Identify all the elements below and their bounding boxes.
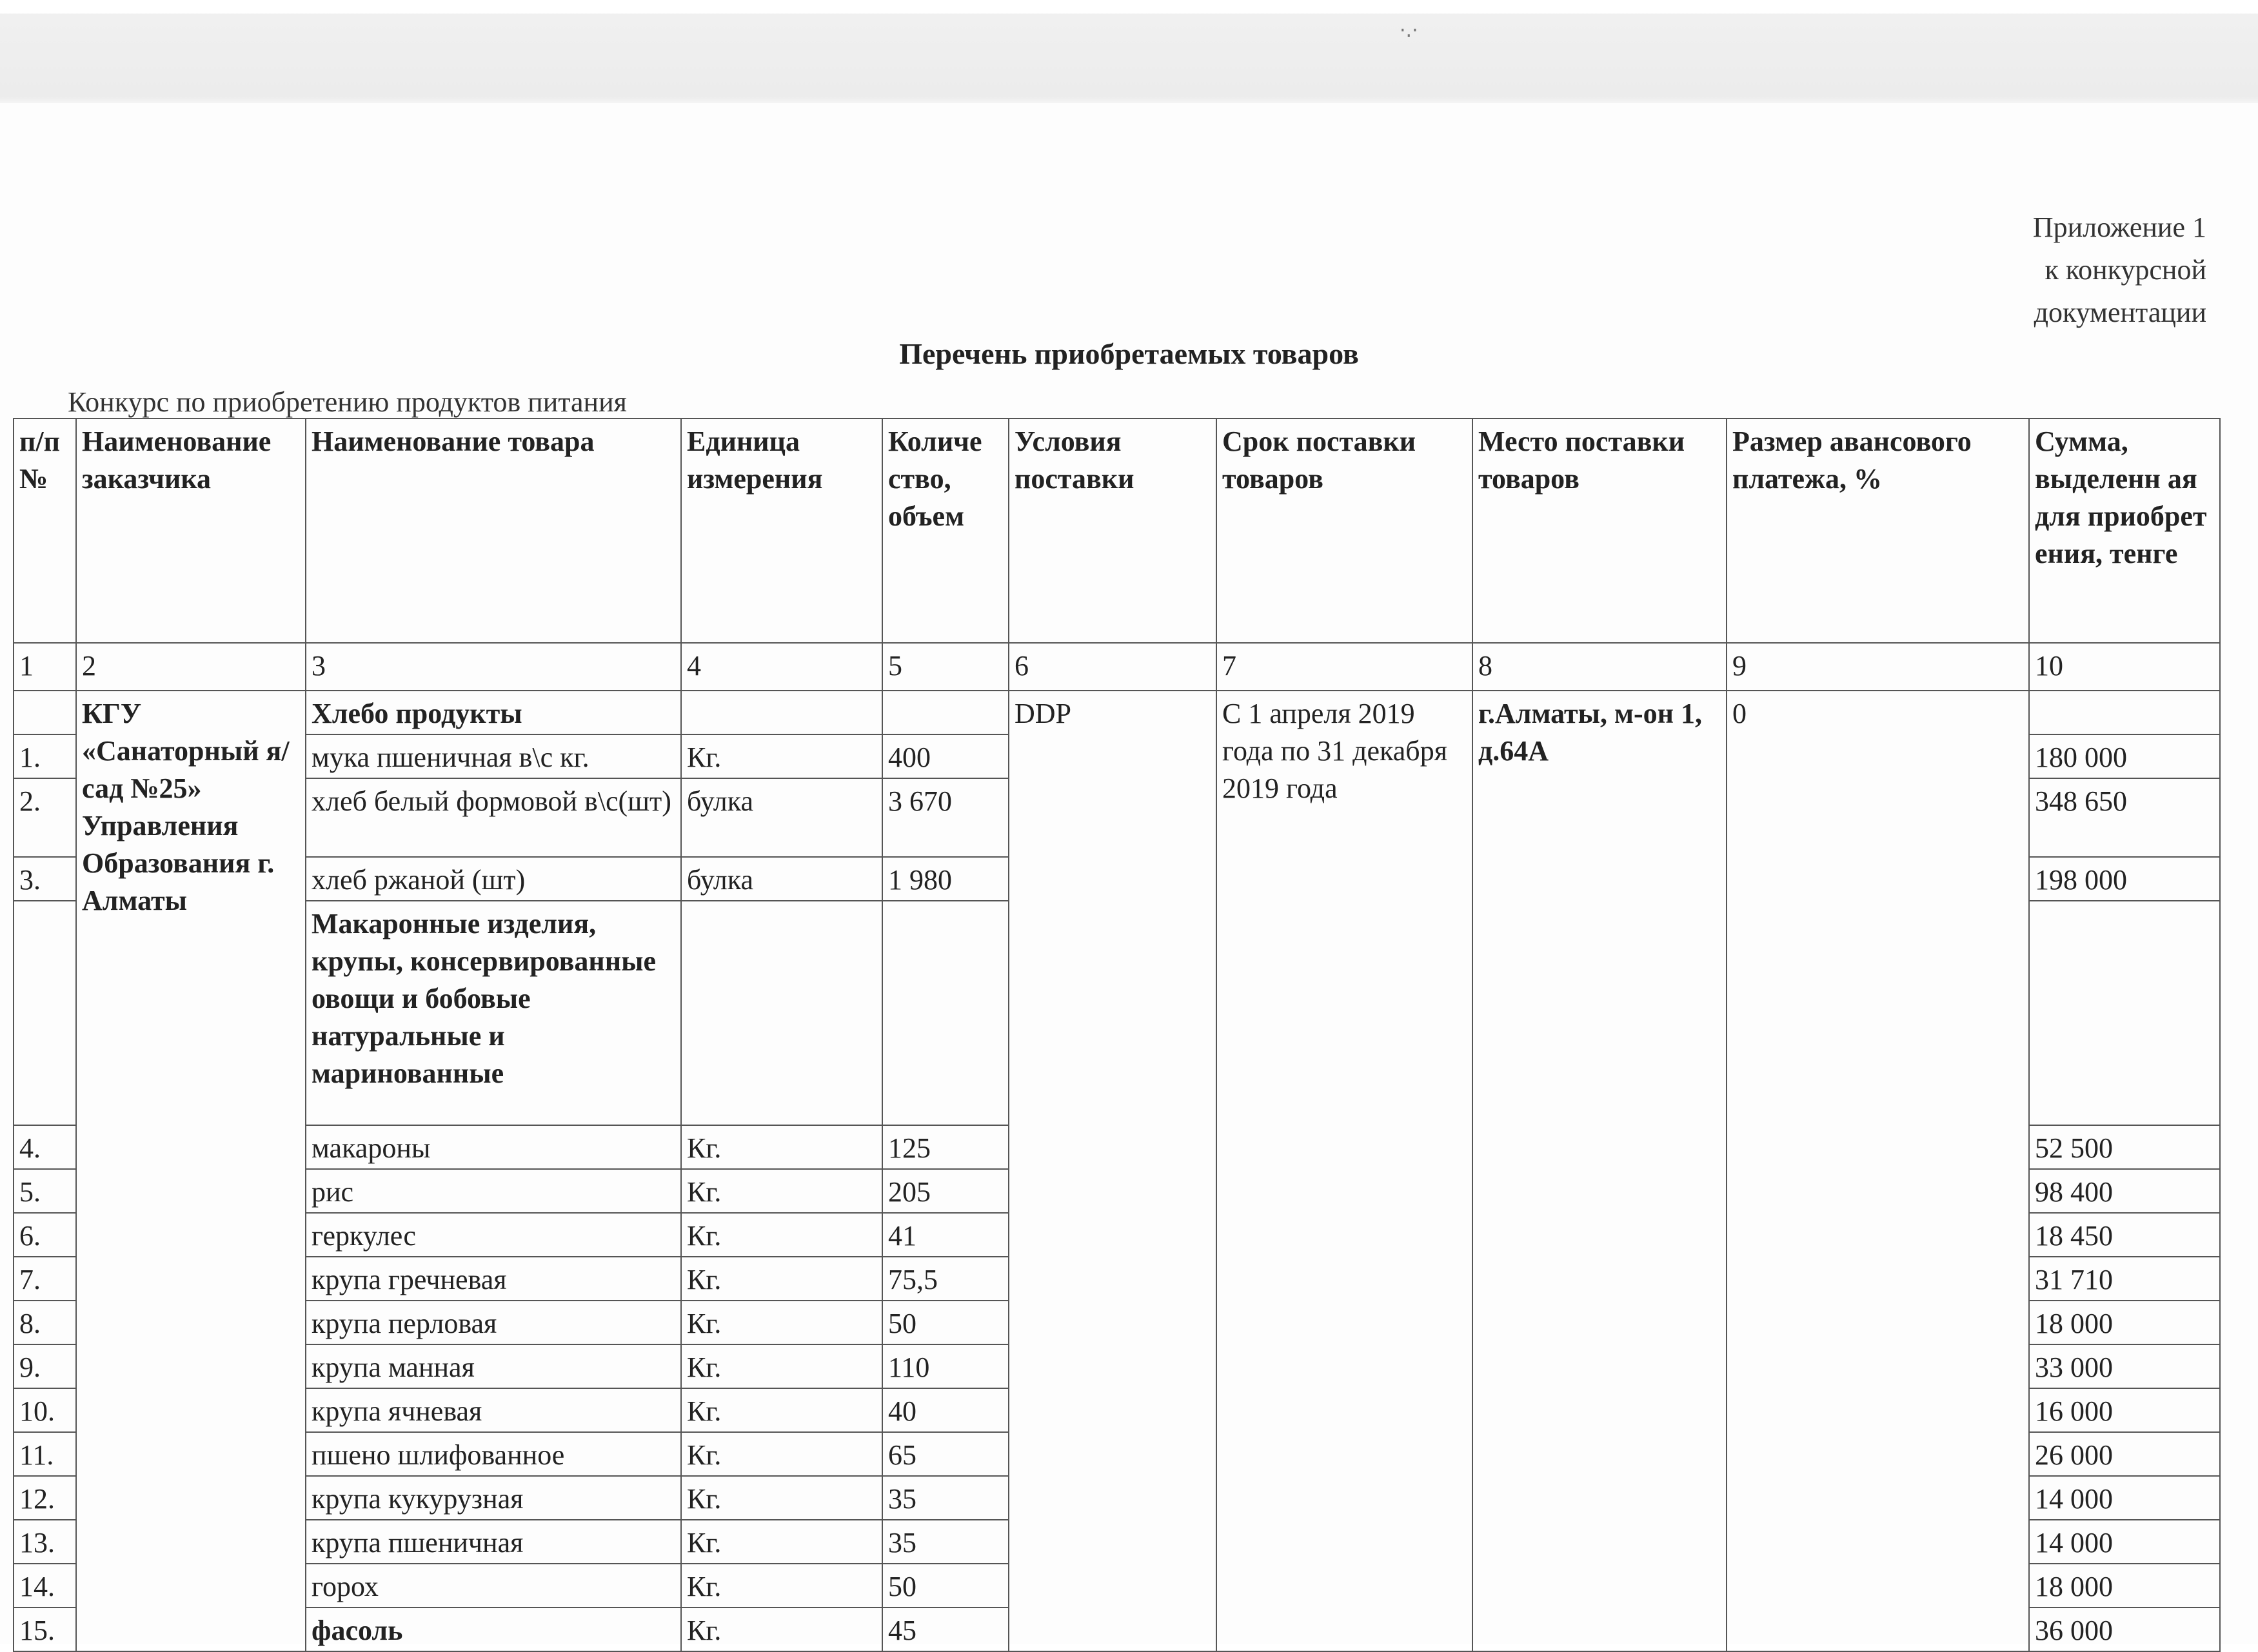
- header-cell: Срок поставки товаров: [1216, 418, 1472, 643]
- unit-cell: Кг.: [681, 1388, 882, 1432]
- qty-cell: 41: [882, 1213, 1009, 1257]
- row-number: 9.: [14, 1344, 76, 1388]
- unit-cell: Кг.: [681, 1608, 882, 1651]
- sum-cell: 348 650: [2029, 778, 2220, 857]
- sum-cell: 31 710: [2029, 1257, 2220, 1301]
- unit-cell: Кг.: [681, 1476, 882, 1520]
- row-number: [14, 901, 76, 1125]
- column-number: 5: [882, 643, 1009, 691]
- header-cell: Место поставки товаров: [1472, 418, 1727, 643]
- unit-cell: Кг.: [681, 1520, 882, 1564]
- qty-cell: 45: [882, 1608, 1009, 1651]
- unit-cell: Кг.: [681, 1125, 882, 1169]
- product-name: крупа перловая: [306, 1301, 681, 1344]
- row-number: 8.: [14, 1301, 76, 1344]
- sum-cell: [2029, 901, 2220, 1125]
- column-number: 1: [14, 643, 76, 691]
- header-cell: Размер авансового платежа, %: [1727, 418, 2029, 643]
- qty-cell: 3 670: [882, 778, 1009, 857]
- product-name: пшено шлифованное: [306, 1432, 681, 1476]
- section-title: Хлебо продукты: [306, 691, 681, 734]
- row-number: 13.: [14, 1520, 76, 1564]
- product-name: крупа гречневая: [306, 1257, 681, 1301]
- qty-cell: 65: [882, 1432, 1009, 1476]
- product-name: геркулес: [306, 1213, 681, 1257]
- product-name: макароны: [306, 1125, 681, 1169]
- product-name: крупа манная: [306, 1344, 681, 1388]
- header-cell: Наименование товара: [306, 418, 681, 643]
- row-number: 11.: [14, 1432, 76, 1476]
- row-number: 14.: [14, 1564, 76, 1608]
- column-number: 10: [2029, 643, 2220, 691]
- unit-cell: Кг.: [681, 1213, 882, 1257]
- qty-cell: 40: [882, 1388, 1009, 1432]
- unit-cell: Кг.: [681, 1301, 882, 1344]
- product-name: хлеб белый формовой в\с(шт): [306, 778, 681, 857]
- sum-cell: 14 000: [2029, 1476, 2220, 1520]
- unit-cell: Кг.: [681, 734, 882, 778]
- sum-cell: 180 000: [2029, 734, 2220, 778]
- column-number: 6: [1009, 643, 1216, 691]
- row-number: 12.: [14, 1476, 76, 1520]
- sum-cell: 36 000: [2029, 1608, 2220, 1651]
- header-cell: Количе ство, объем: [882, 418, 1009, 643]
- row-number: 6.: [14, 1213, 76, 1257]
- appendix-line-3: документации: [2034, 297, 2206, 328]
- qty-cell: 110: [882, 1344, 1009, 1388]
- qty-cell: [882, 691, 1009, 734]
- header-row: [14, 418, 2220, 643]
- qty-cell: 75,5: [882, 1257, 1009, 1301]
- header-cell: п/п №: [14, 418, 76, 643]
- sum-cell: 18 000: [2029, 1564, 2220, 1608]
- row-number: 15.: [14, 1608, 76, 1651]
- contest-name: Конкурс по приобретению продуктов питания: [68, 386, 627, 418]
- qty-cell: 50: [882, 1564, 1009, 1608]
- sum-cell: 16 000: [2029, 1388, 2220, 1432]
- appendix-note: [2033, 206, 2206, 334]
- appendix-line-2: к конкурсной: [2045, 254, 2206, 286]
- sum-cell: [2029, 691, 2220, 734]
- column-number: 8: [1472, 643, 1727, 691]
- product-name: крупа кукурузная: [306, 1476, 681, 1520]
- qty-cell: 50: [882, 1301, 1009, 1344]
- row-number: 2.: [14, 778, 76, 857]
- header-cell: Сумма, выделенн ая для приобрет ения, тенге: [2029, 418, 2220, 643]
- row-number: 7.: [14, 1257, 76, 1301]
- sum-cell: 52 500: [2029, 1125, 2220, 1169]
- unit-cell: [681, 901, 882, 1125]
- section-row-bread: [14, 691, 2220, 734]
- column-number: 3: [306, 643, 681, 691]
- column-number: 9: [1727, 643, 2029, 691]
- sum-cell: 98 400: [2029, 1169, 2220, 1213]
- scanner-lid-area: [0, 0, 2258, 103]
- product-name: горох: [306, 1564, 681, 1608]
- header-cell: Наименование заказчика: [76, 418, 306, 643]
- product-name: рис: [306, 1169, 681, 1213]
- qty-cell: 35: [882, 1520, 1009, 1564]
- qty-cell: 400: [882, 734, 1009, 778]
- sum-cell: 26 000: [2029, 1432, 2220, 1476]
- header-cell: Условия поставки: [1009, 418, 1216, 643]
- delivery-terms: DDP: [1009, 691, 1216, 1651]
- unit-cell: булка: [681, 778, 882, 857]
- unit-cell: Кг.: [681, 1432, 882, 1476]
- column-number: 4: [681, 643, 882, 691]
- column-number-row: [14, 643, 2220, 691]
- row-number: 5.: [14, 1169, 76, 1213]
- sum-cell: 14 000: [2029, 1520, 2220, 1564]
- sum-cell: 33 000: [2029, 1344, 2220, 1388]
- delivery-place: г.Алматы, м-он 1, д.64А: [1472, 691, 1727, 1651]
- unit-cell: булка: [681, 857, 882, 901]
- goods-table: [13, 418, 2221, 1652]
- qty-cell: 35: [882, 1476, 1009, 1520]
- appendix-line-1: Приложение 1: [2032, 211, 2206, 243]
- qty-cell: 125: [882, 1125, 1009, 1169]
- product-name: хлеб ржаной (шт): [306, 857, 681, 901]
- section-title: Макаронные изделия, крупы, консервированные овощи и бобовые натуральные и маринованные: [306, 901, 681, 1125]
- qty-cell: [882, 901, 1009, 1125]
- row-number: [14, 691, 76, 734]
- unit-cell: [681, 691, 882, 734]
- qty-cell: 205: [882, 1169, 1009, 1213]
- product-name: фасоль: [306, 1608, 681, 1651]
- product-name: крупа пшеничная: [306, 1520, 681, 1564]
- scan-marks: ·.·: [1400, 19, 1418, 42]
- sum-cell: 18 000: [2029, 1301, 2220, 1344]
- column-number: 7: [1216, 643, 1472, 691]
- product-name: мука пшеничная в\с кг.: [306, 734, 681, 778]
- customer-name: КГУ «Санаторный я/сад №25» Управления Образования г. Алматы: [76, 691, 306, 1651]
- advance-payment: 0: [1727, 691, 2029, 1651]
- header-cell: Единица измерения: [681, 418, 882, 643]
- delivery-period: С 1 апреля 2019 года по 31 декабря 2019 года: [1216, 691, 1472, 1651]
- unit-cell: Кг.: [681, 1344, 882, 1388]
- row-number: 10.: [14, 1388, 76, 1432]
- unit-cell: Кг.: [681, 1257, 882, 1301]
- document-title: Перечень приобретаемых товаров: [899, 337, 1359, 370]
- qty-cell: 1 980: [882, 857, 1009, 901]
- row-number: 1.: [14, 734, 76, 778]
- row-number: 3.: [14, 857, 76, 901]
- column-number: 2: [76, 643, 306, 691]
- sum-cell: 18 450: [2029, 1213, 2220, 1257]
- sum-cell: 198 000: [2029, 857, 2220, 901]
- unit-cell: Кг.: [681, 1564, 882, 1608]
- product-name: крупа ячневая: [306, 1388, 681, 1432]
- row-number: 4.: [14, 1125, 76, 1169]
- unit-cell: Кг.: [681, 1169, 882, 1213]
